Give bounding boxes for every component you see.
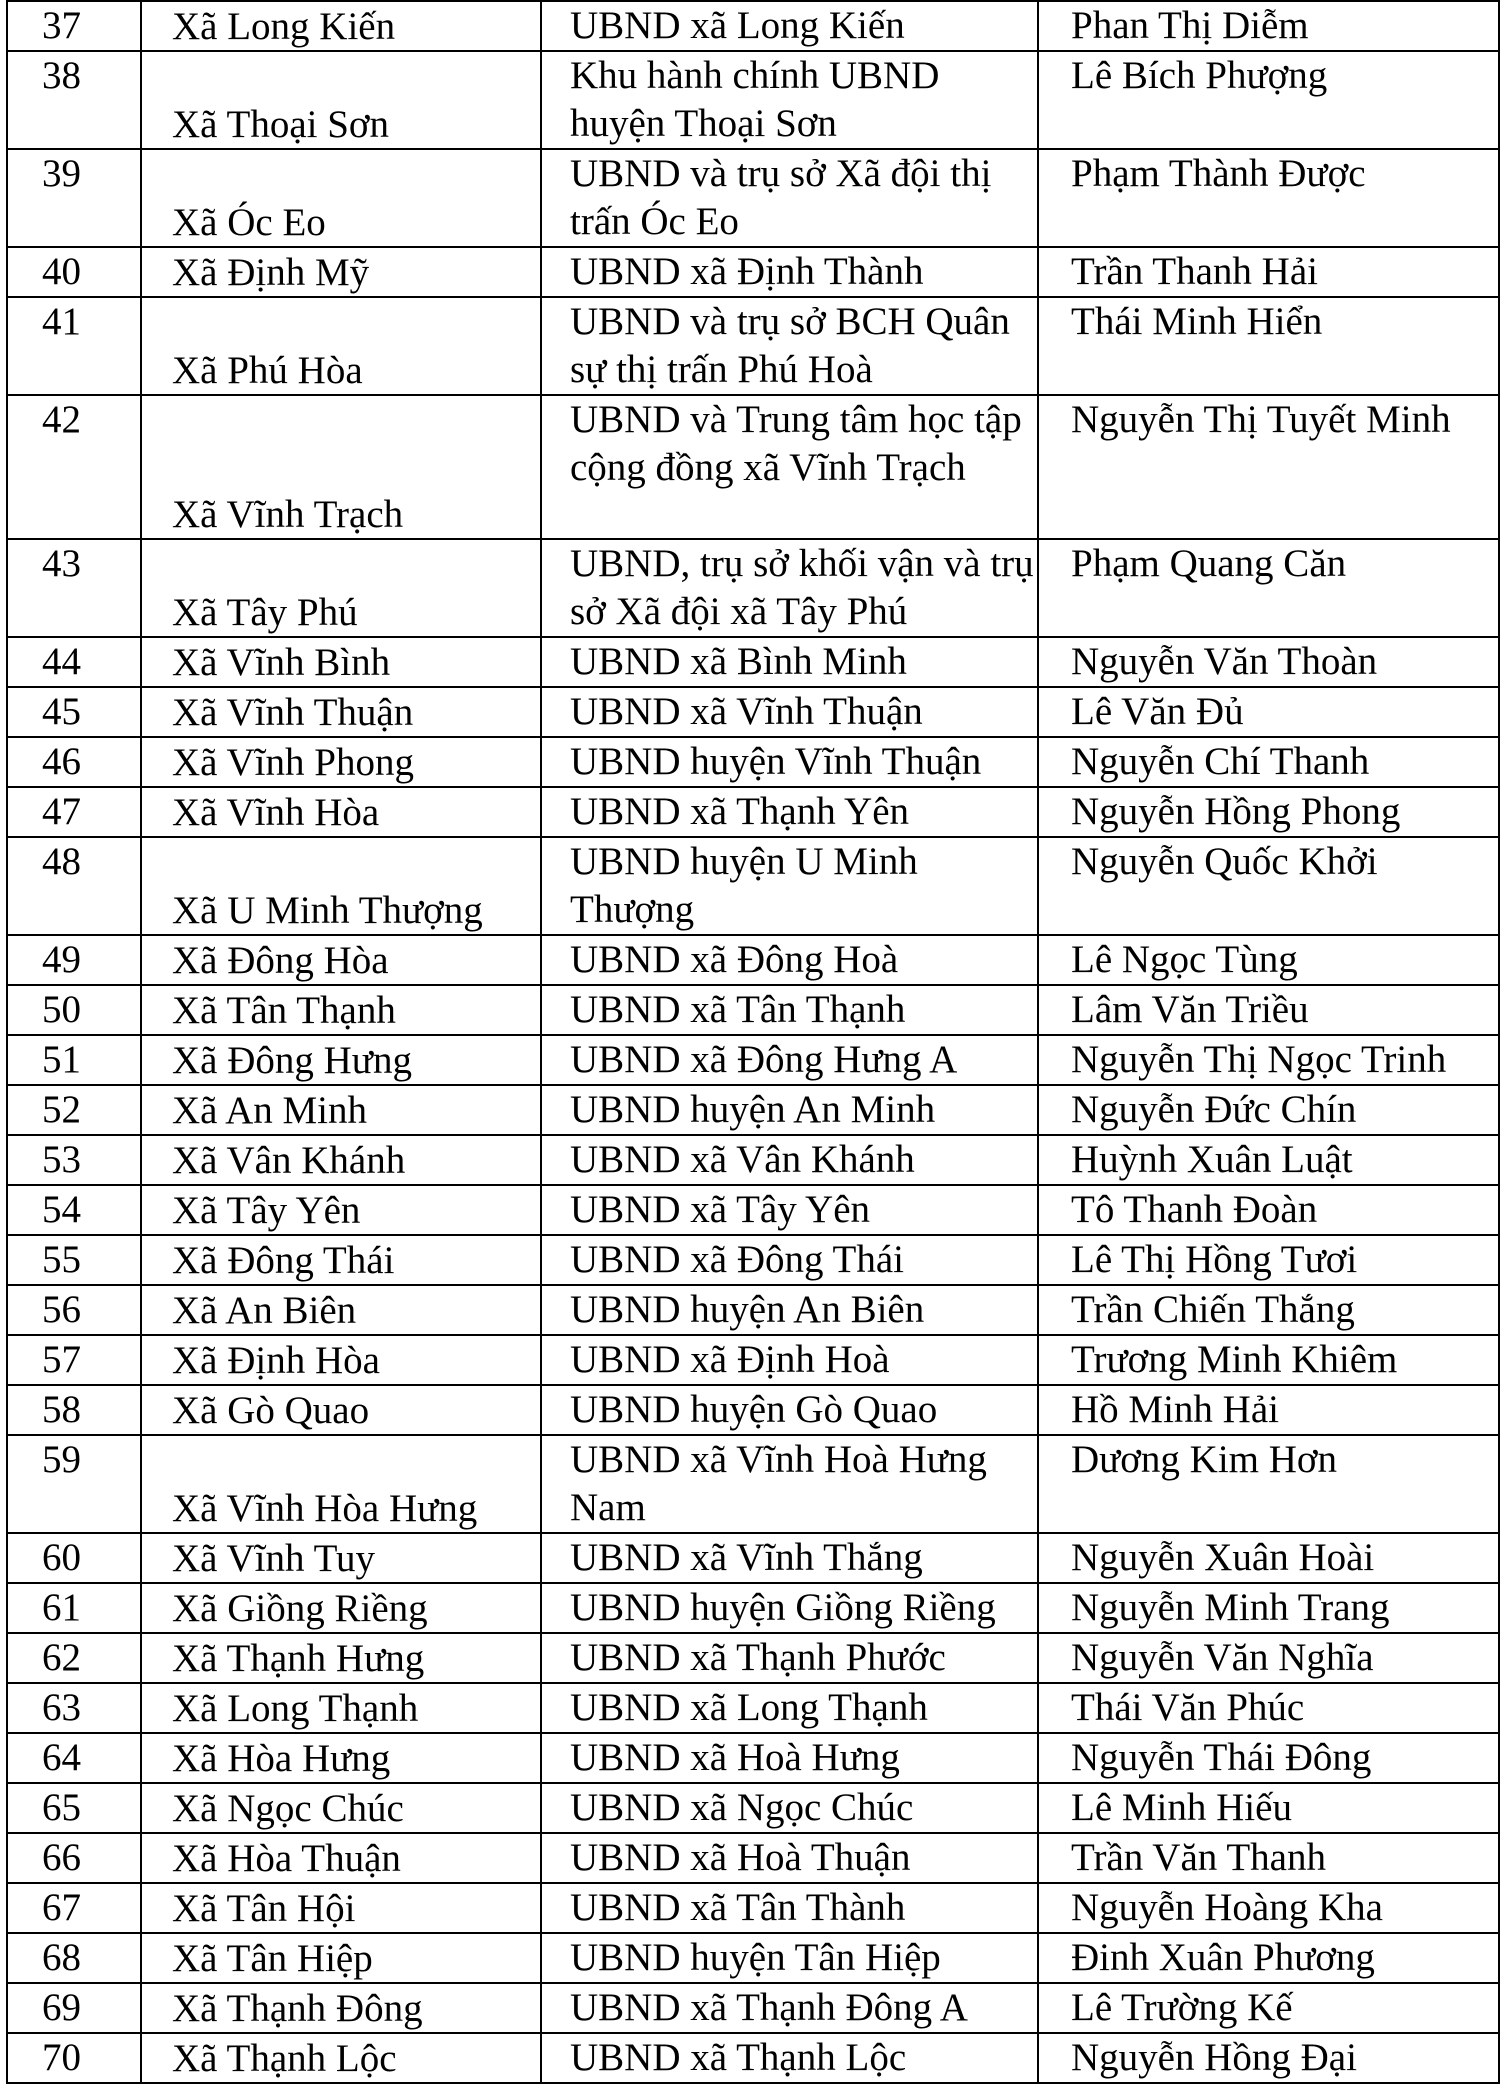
commune-roster-table <box>6 0 1500 2084</box>
commune-name-cell: Xã An Minh <box>141 1085 541 1135</box>
row-number-cell: 65 <box>7 1783 141 1833</box>
responsible-person-cell: Tô Thanh Đoàn <box>1038 1185 1499 1235</box>
table-row <box>7 1683 1499 1733</box>
commune-name-cell: Xã Giồng Riềng <box>141 1583 541 1633</box>
commune-name-cell: Xã Thạnh Lộc <box>141 2033 541 2083</box>
office-location-cell: UBND huyện Vĩnh Thuận <box>541 737 1038 787</box>
responsible-person-cell: Lê Bích Phượng <box>1038 51 1499 149</box>
commune-name-cell: Xã Định Hòa <box>141 1335 541 1385</box>
table-row <box>7 1385 1499 1435</box>
table-row <box>7 1983 1499 2033</box>
responsible-person-cell: Trần Văn Thanh <box>1038 1833 1499 1883</box>
commune-name-cell: Xã Tây Phú <box>141 539 541 637</box>
responsible-person-cell: Lê Trường Kế <box>1038 1983 1499 2033</box>
office-location-cell: UBND huyện Tân Hiệp <box>541 1933 1038 1983</box>
responsible-person-cell: Lê Minh Hiếu <box>1038 1783 1499 1833</box>
commune-name-cell: Xã Hòa Hưng <box>141 1733 541 1783</box>
table-row <box>7 149 1499 247</box>
office-location-cell: UBND xã Tân Thạnh <box>541 985 1038 1035</box>
table-row <box>7 1883 1499 1933</box>
table-row <box>7 1185 1499 1235</box>
responsible-person-cell: Nguyễn Chí Thanh <box>1038 737 1499 787</box>
table-row <box>7 1783 1499 1833</box>
responsible-person-cell: Nguyễn Thái Đông <box>1038 1733 1499 1783</box>
row-number-cell: 64 <box>7 1733 141 1783</box>
responsible-person-cell: Nguyễn Hồng Phong <box>1038 787 1499 837</box>
row-number-cell: 48 <box>7 837 141 935</box>
commune-name-cell: Xã Long Thạnh <box>141 1683 541 1733</box>
office-location-cell: UBND xã Thạnh Yên <box>541 787 1038 837</box>
commune-name-cell: Xã Phú Hòa <box>141 297 541 395</box>
row-number-cell: 69 <box>7 1983 141 2033</box>
row-number-cell: 47 <box>7 787 141 837</box>
row-number-cell: 57 <box>7 1335 141 1385</box>
table-row <box>7 1933 1499 1983</box>
commune-name-cell: Xã Long Kiến <box>141 1 541 51</box>
row-number-cell: 52 <box>7 1085 141 1135</box>
row-number-cell: 38 <box>7 51 141 149</box>
table-row <box>7 1335 1499 1385</box>
commune-name-cell: Xã Óc Eo <box>141 149 541 247</box>
table-row <box>7 1235 1499 1285</box>
commune-name-cell: Xã Vĩnh Tuy <box>141 1533 541 1583</box>
table-row <box>7 1633 1499 1683</box>
commune-name-cell: Xã Tân Thạnh <box>141 985 541 1035</box>
commune-name-cell: Xã Vĩnh Hòa <box>141 787 541 837</box>
responsible-person-cell: Trương Minh Khiêm <box>1038 1335 1499 1385</box>
table-row <box>7 787 1499 837</box>
office-location-cell: UBND xã Tân Thành <box>541 1883 1038 1933</box>
responsible-person-cell: Lê Văn Đủ <box>1038 687 1499 737</box>
row-number-cell: 50 <box>7 985 141 1035</box>
row-number-cell: 63 <box>7 1683 141 1733</box>
commune-name-cell: Xã Tây Yên <box>141 1185 541 1235</box>
office-location-cell: UBND xã Vĩnh Thắng <box>541 1533 1038 1583</box>
responsible-person-cell: Nguyễn Minh Trang <box>1038 1583 1499 1633</box>
row-number-cell: 62 <box>7 1633 141 1683</box>
responsible-person-cell: Nguyễn Quốc Khởi <box>1038 837 1499 935</box>
responsible-person-cell: Phạm Quang Căn <box>1038 539 1499 637</box>
responsible-person-cell: Dương Kim Hơn <box>1038 1435 1499 1533</box>
responsible-person-cell: Lê Thị Hồng Tươi <box>1038 1235 1499 1285</box>
responsible-person-cell: Nguyễn Hồng Đại <box>1038 2033 1499 2083</box>
responsible-person-cell: Nguyễn Hoàng Kha <box>1038 1883 1499 1933</box>
responsible-person-cell: Thái Minh Hiển <box>1038 297 1499 395</box>
row-number-cell: 46 <box>7 737 141 787</box>
row-number-cell: 68 <box>7 1933 141 1983</box>
office-location-cell: UBND, trụ sở khối vận và trụ sở Xã đội xã Tây Phú <box>541 539 1038 637</box>
office-location-cell: UBND xã Long Thạnh <box>541 1683 1038 1733</box>
responsible-person-cell: Hồ Minh Hải <box>1038 1385 1499 1435</box>
office-location-cell: UBND xã Bình Minh <box>541 637 1038 687</box>
commune-name-cell: Xã Thạnh Đông <box>141 1983 541 2033</box>
office-location-cell: UBND và trụ sở Xã đội thị trấn Óc Eo <box>541 149 1038 247</box>
table-row <box>7 837 1499 935</box>
table-row <box>7 247 1499 297</box>
row-number-cell: 42 <box>7 395 141 539</box>
commune-name-cell: Xã Đông Hưng <box>141 1035 541 1085</box>
office-location-cell: UBND xã Đông Hưng A <box>541 1035 1038 1085</box>
commune-name-cell: Xã Định Mỹ <box>141 247 541 297</box>
table-row <box>7 1035 1499 1085</box>
office-location-cell: UBND huyện U Minh Thượng <box>541 837 1038 935</box>
office-location-cell: UBND xã Hoà Thuận <box>541 1833 1038 1883</box>
table-row <box>7 1733 1499 1783</box>
row-number-cell: 70 <box>7 2033 141 2083</box>
table-row <box>7 51 1499 149</box>
responsible-person-cell: Lâm Văn Triều <box>1038 985 1499 1035</box>
table-row <box>7 297 1499 395</box>
office-location-cell: UBND xã Đông Thái <box>541 1235 1038 1285</box>
row-number-cell: 45 <box>7 687 141 737</box>
table-row <box>7 935 1499 985</box>
office-location-cell: UBND huyện An Biên <box>541 1285 1038 1335</box>
row-number-cell: 43 <box>7 539 141 637</box>
office-location-cell: Khu hành chính UBND huyện Thoại Sơn <box>541 51 1038 149</box>
commune-name-cell: Xã Vĩnh Bình <box>141 637 541 687</box>
row-number-cell: 56 <box>7 1285 141 1335</box>
table-row <box>7 1583 1499 1633</box>
commune-name-cell: Xã Vân Khánh <box>141 1135 541 1185</box>
table-row <box>7 1285 1499 1335</box>
responsible-person-cell: Đinh Xuân Phương <box>1038 1933 1499 1983</box>
responsible-person-cell: Trần Chiến Thắng <box>1038 1285 1499 1335</box>
row-number-cell: 53 <box>7 1135 141 1185</box>
responsible-person-cell: Nguyễn Xuân Hoài <box>1038 1533 1499 1583</box>
table-row <box>7 985 1499 1035</box>
office-location-cell: UBND xã Hoà Hưng <box>541 1733 1038 1783</box>
table-row <box>7 1135 1499 1185</box>
row-number-cell: 55 <box>7 1235 141 1285</box>
row-number-cell: 37 <box>7 1 141 51</box>
commune-name-cell: Xã Gò Quao <box>141 1385 541 1435</box>
commune-name-cell: Xã An Biên <box>141 1285 541 1335</box>
table-row <box>7 395 1499 539</box>
row-number-cell: 58 <box>7 1385 141 1435</box>
commune-name-cell: Xã Tân Hiệp <box>141 1933 541 1983</box>
row-number-cell: 49 <box>7 935 141 985</box>
responsible-person-cell: Trần Thanh Hải <box>1038 247 1499 297</box>
responsible-person-cell: Huỳnh Xuân Luật <box>1038 1135 1499 1185</box>
row-number-cell: 44 <box>7 637 141 687</box>
commune-name-cell: Xã Đông Thái <box>141 1235 541 1285</box>
office-location-cell: UBND huyện An Minh <box>541 1085 1038 1135</box>
row-number-cell: 67 <box>7 1883 141 1933</box>
table-row <box>7 539 1499 637</box>
commune-name-cell: Xã Ngọc Chúc <box>141 1783 541 1833</box>
office-location-cell: UBND xã Tây Yên <box>541 1185 1038 1235</box>
row-number-cell: 40 <box>7 247 141 297</box>
row-number-cell: 66 <box>7 1833 141 1883</box>
row-number-cell: 59 <box>7 1435 141 1533</box>
row-number-cell: 61 <box>7 1583 141 1633</box>
table-row <box>7 1435 1499 1533</box>
commune-name-cell: Xã Đông Hòa <box>141 935 541 985</box>
commune-name-cell: Xã Vĩnh Thuận <box>141 687 541 737</box>
office-location-cell: UBND xã Đông Hoà <box>541 935 1038 985</box>
responsible-person-cell: Thái Văn Phúc <box>1038 1683 1499 1733</box>
office-location-cell: UBND xã Long Kiến <box>541 1 1038 51</box>
commune-name-cell: Xã Vĩnh Trạch <box>141 395 541 539</box>
responsible-person-cell: Nguyễn Đức Chín <box>1038 1085 1499 1135</box>
table-row <box>7 687 1499 737</box>
roster-table-body <box>7 1 1499 2083</box>
responsible-person-cell: Nguyễn Văn Thoàn <box>1038 637 1499 687</box>
commune-name-cell: Xã Thoại Sơn <box>141 51 541 149</box>
table-row <box>7 2033 1499 2083</box>
row-number-cell: 54 <box>7 1185 141 1235</box>
office-location-cell: UBND xã Thạnh Lộc <box>541 2033 1038 2083</box>
office-location-cell: UBND xã Vân Khánh <box>541 1135 1038 1185</box>
office-location-cell: UBND xã Thạnh Phước <box>541 1633 1038 1683</box>
responsible-person-cell: Nguyễn Thị Ngọc Trinh <box>1038 1035 1499 1085</box>
commune-name-cell: Xã Vĩnh Hòa Hưng <box>141 1435 541 1533</box>
row-number-cell: 51 <box>7 1035 141 1085</box>
office-location-cell: UBND huyện Gò Quao <box>541 1385 1038 1435</box>
responsible-person-cell: Nguyễn Văn Nghĩa <box>1038 1633 1499 1683</box>
table-row <box>7 1085 1499 1135</box>
office-location-cell: UBND và Trung tâm học tập cộng đồng xã Vĩnh Trạch <box>541 395 1038 539</box>
row-number-cell: 60 <box>7 1533 141 1583</box>
office-location-cell: UBND xã Định Hoà <box>541 1335 1038 1385</box>
office-location-cell: UBND xã Ngọc Chúc <box>541 1783 1038 1833</box>
table-row <box>7 1533 1499 1583</box>
commune-name-cell: Xã Hòa Thuận <box>141 1833 541 1883</box>
table-row <box>7 737 1499 787</box>
office-location-cell: UBND xã Vĩnh Hoà Hưng Nam <box>541 1435 1038 1533</box>
commune-name-cell: Xã Thạnh Hưng <box>141 1633 541 1683</box>
office-location-cell: UBND xã Vĩnh Thuận <box>541 687 1038 737</box>
office-location-cell: UBND và trụ sở BCH Quân sự thị trấn Phú Hoà <box>541 297 1038 395</box>
office-location-cell: UBND xã Định Thành <box>541 247 1038 297</box>
commune-name-cell: Xã Vĩnh Phong <box>141 737 541 787</box>
responsible-person-cell: Nguyễn Thị Tuyết Minh <box>1038 395 1499 539</box>
table-row <box>7 1 1499 51</box>
responsible-person-cell: Phạm Thành Được <box>1038 149 1499 247</box>
table-row <box>7 1833 1499 1883</box>
responsible-person-cell: Lê Ngọc Tùng <box>1038 935 1499 985</box>
row-number-cell: 41 <box>7 297 141 395</box>
row-number-cell: 39 <box>7 149 141 247</box>
commune-name-cell: Xã U Minh Thượng <box>141 837 541 935</box>
table-row <box>7 637 1499 687</box>
commune-name-cell: Xã Tân Hội <box>141 1883 541 1933</box>
office-location-cell: UBND huyện Giồng Riềng <box>541 1583 1038 1633</box>
responsible-person-cell: Phan Thị Diễm <box>1038 1 1499 51</box>
office-location-cell: UBND xã Thạnh Đông A <box>541 1983 1038 2033</box>
